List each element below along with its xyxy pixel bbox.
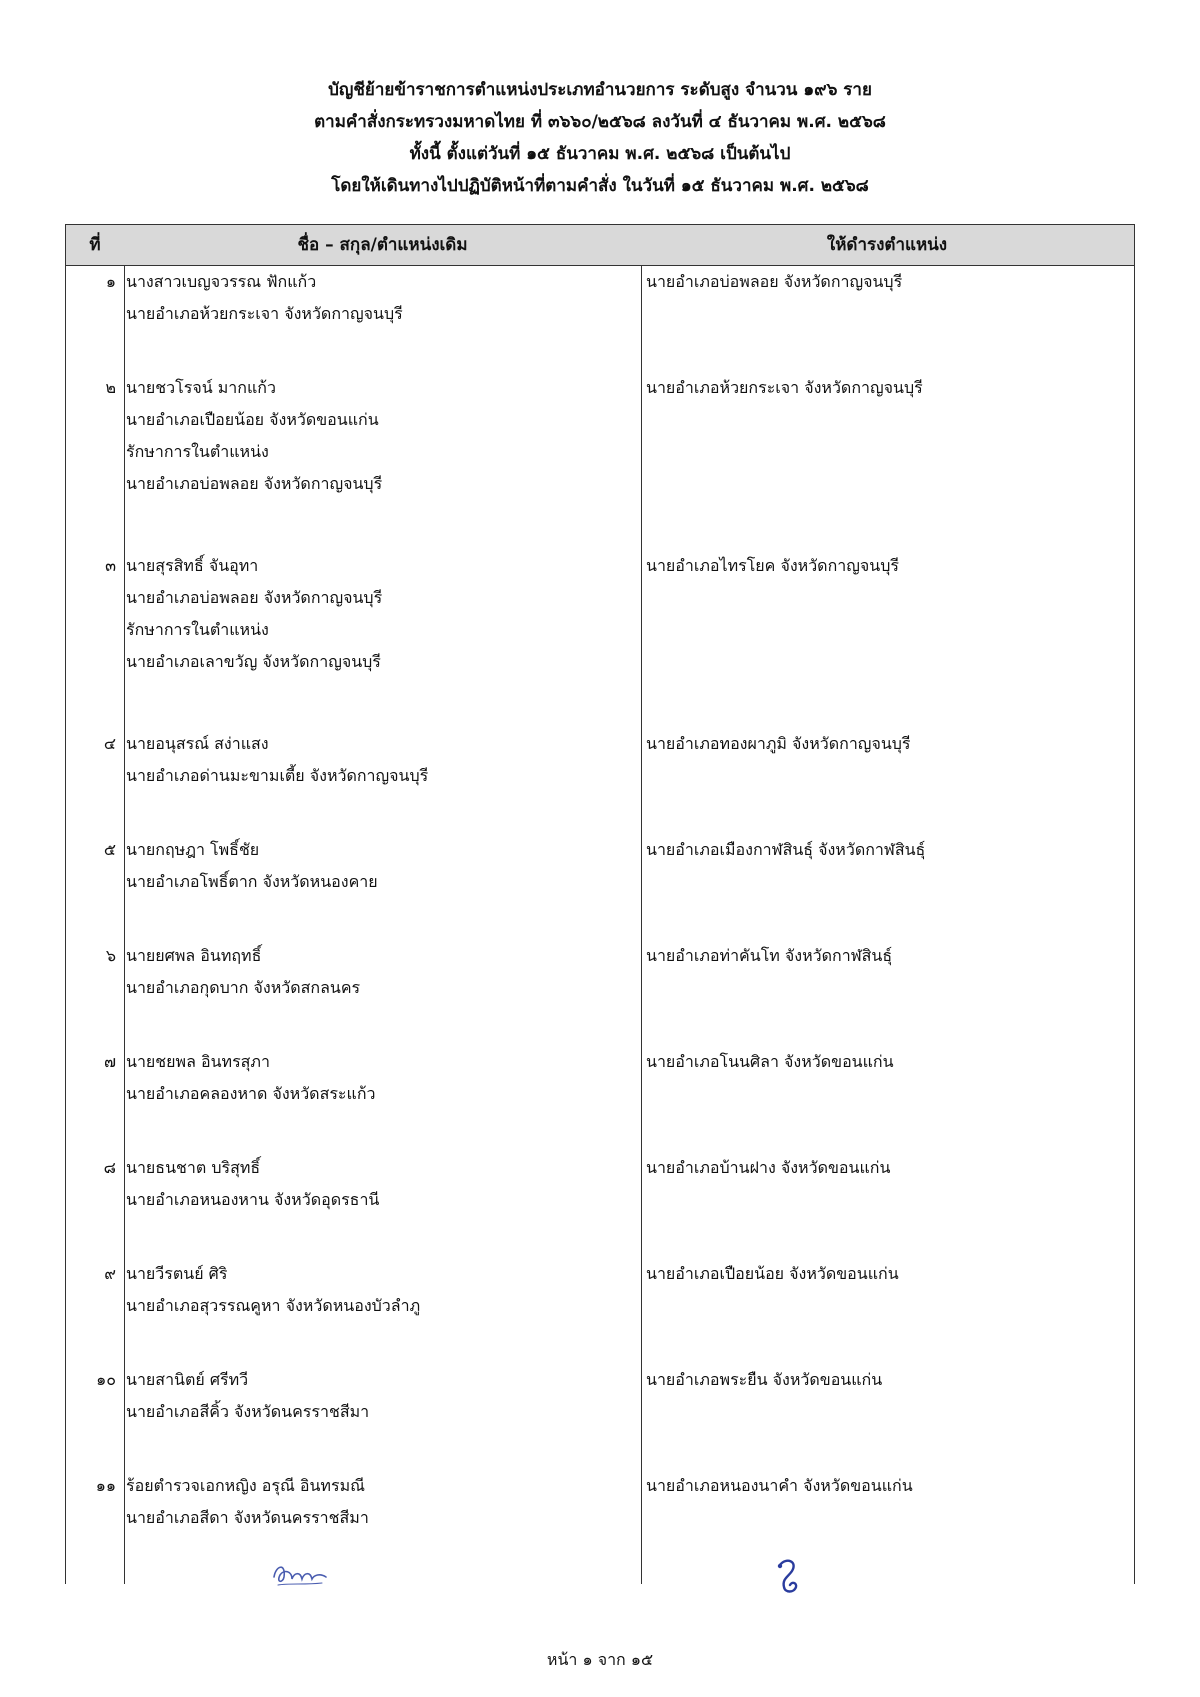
- name-and-former-position: [126, 728, 641, 792]
- transfer-table: [65, 224, 1135, 1584]
- column-header-name: ชื่อ – สกุล/ตำแหน่งเดิม: [297, 235, 468, 255]
- signature-initials-left: [268, 1555, 332, 1591]
- table-row: [66, 1364, 1134, 1470]
- column-header-no: ที่: [89, 235, 101, 255]
- table-row: [66, 1258, 1134, 1364]
- row-number: ๕: [103, 840, 116, 859]
- name-line: นางสาวเบญจวรรณ ฟักแก้ว: [126, 272, 317, 291]
- name-line: นายวีรตนย์ ศิริ: [126, 1264, 228, 1283]
- new-position: นายอำเภอโนนศิลา จังหวัดขอนแก่น: [646, 1052, 894, 1071]
- name-and-former-position: [126, 1046, 641, 1110]
- table-row: [66, 372, 1134, 550]
- header-line-3: ทั้งนี้ ตั้งแต่วันที่ ๑๕ ธันวาคม พ.ศ. ๒๕๖๘ เป็นต้นไป: [409, 144, 791, 164]
- name-line: นายอำเภอสุวรรณคูหา จังหวัดหนองบัวลำภู: [126, 1296, 421, 1315]
- name-and-former-position: [126, 550, 641, 678]
- name-and-former-position: [126, 372, 641, 500]
- row-number: ๗: [103, 1052, 116, 1071]
- new-position: นายอำเภอห้วยกระเจา จังหวัดกาญจนบุรี: [646, 378, 923, 397]
- signature-initials-right: [770, 1555, 804, 1597]
- name-line: นายธนชาต บริสุทธิ์: [126, 1158, 261, 1177]
- name-line: นายอำเภอหนองหาน จังหวัดอุดรธานี: [126, 1190, 380, 1209]
- table-header: [66, 224, 1134, 266]
- name-and-former-position: [126, 1364, 641, 1428]
- name-line: นายสุรสิทธิ์ จันอุทา: [126, 556, 259, 575]
- row-number: ๙: [104, 1264, 116, 1283]
- row-number: ๔: [103, 734, 116, 753]
- name-line: นายชวโรจน์ มากแก้ว: [126, 378, 276, 397]
- document-header: [0, 74, 1200, 202]
- name-line: นายอนุสรณ์ สง่าแสง: [126, 734, 269, 753]
- name-and-former-position: [126, 834, 641, 898]
- table-row: [66, 728, 1134, 834]
- name-line: นายอำเภอเลาขวัญ จังหวัดกาญจนบุรี: [126, 652, 381, 671]
- column-header-new-position: ให้ดำรงตำแหน่ง: [826, 235, 948, 255]
- table-body: [66, 266, 1134, 1570]
- table-row: [66, 834, 1134, 940]
- row-number: ๒: [105, 378, 116, 397]
- row-number: ๖: [105, 946, 116, 965]
- name-line: รักษาการในตำแหน่ง: [126, 442, 269, 461]
- new-position: นายอำเภอทองผาภูมิ จังหวัดกาญจนบุรี: [646, 734, 911, 753]
- new-position: นายอำเภอเปือยน้อย จังหวัดขอนแก่น: [646, 1264, 899, 1283]
- name-line: นายอำเภอบ่อพลอย จังหวัดกาญจนบุรี: [126, 474, 383, 493]
- new-position: นายอำเภอบ่อพลอย จังหวัดกาญจนบุรี: [646, 272, 903, 291]
- name-and-former-position: [126, 1470, 641, 1534]
- header-line-1: บัญชีย้ายข้าราชการตำแหน่งประเภทอำนวยการ ระดับสูง จำนวน ๑๙๖ ราย: [328, 80, 872, 100]
- new-position: นายอำเภอเมืองกาฬสินธุ์ จังหวัดกาฬสินธุ์: [646, 840, 926, 859]
- name-line: ร้อยตำรวจเอกหญิง อรุณี อินทรมณี: [126, 1476, 365, 1495]
- page-number: หน้า ๑ จาก ๑๕: [546, 1650, 654, 1669]
- name-line: นายอำเภอโพธิ์ตาก จังหวัดหนองคาย: [126, 872, 378, 891]
- row-number: ๑๐: [96, 1370, 116, 1389]
- name-and-former-position: [126, 1258, 641, 1322]
- name-line: นายชยพล อินทรสุภา: [126, 1052, 270, 1071]
- name-and-former-position: [126, 266, 641, 330]
- table-row: [66, 1470, 1134, 1570]
- name-line: นายอำเภอด่านมะขามเตี้ย จังหวัดกาญจนบุรี: [126, 766, 429, 785]
- row-number: ๓: [105, 556, 116, 575]
- name-line: นายอำเภอคลองหาด จังหวัดสระแก้ว: [126, 1084, 376, 1103]
- name-line: นายอำเภอเปือยน้อย จังหวัดขอนแก่น: [126, 410, 379, 429]
- name-line: นายอำเภอสีคิ้ว จังหวัดนครราชสีมา: [126, 1402, 370, 1421]
- name-line: นายสานิตย์ ศรีทวี: [126, 1370, 249, 1389]
- name-line: รักษาการในตำแหน่ง: [126, 620, 269, 639]
- row-number: ๘: [103, 1158, 116, 1177]
- name-line: นายอำเภอบ่อพลอย จังหวัดกาญจนบุรี: [126, 588, 383, 607]
- table-row: [66, 550, 1134, 728]
- table-row: [66, 1046, 1134, 1152]
- new-position: นายอำเภอบ้านฝาง จังหวัดขอนแก่น: [646, 1158, 891, 1177]
- name-and-former-position: [126, 940, 641, 1004]
- name-line: นายอำเภอสีดา จังหวัดนครราชสีมา: [126, 1508, 369, 1527]
- name-line: นายยศพล อินทฤทธิ์: [126, 946, 262, 965]
- name-line: นายกฤษฎา โพธิ์ชัย: [126, 840, 260, 859]
- header-line-2: ตามคำสั่งกระทรวงมหาดไทย ที่ ๓๖๖๐/๒๕๖๘ ลงวันที่ ๔ ธันวาคม พ.ศ. ๒๕๖๘: [314, 112, 886, 132]
- table-row: [66, 1152, 1134, 1258]
- name-line: นายอำเภอกุดบาก จังหวัดสกลนคร: [126, 978, 361, 997]
- new-position: นายอำเภอหนองนาคำ จังหวัดขอนแก่น: [646, 1476, 913, 1495]
- new-position: นายอำเภอไทรโยค จังหวัดกาญจนบุรี: [646, 556, 899, 575]
- name-line: นายอำเภอห้วยกระเจา จังหวัดกาญจนบุรี: [126, 304, 403, 323]
- new-position: นายอำเภอพระยืน จังหวัดขอนแก่น: [646, 1370, 883, 1389]
- name-and-former-position: [126, 1152, 641, 1216]
- row-number: ๑๑: [95, 1476, 116, 1495]
- new-position: นายอำเภอท่าคันโท จังหวัดกาฬสินธุ์: [646, 946, 893, 965]
- row-number: ๑: [105, 272, 116, 291]
- table-row: [66, 940, 1134, 1046]
- table-row: [66, 266, 1134, 372]
- header-line-4: โดยให้เดินทางไปปฏิบัติหน้าที่ตามคำสั่ง ในวันที่ ๑๕ ธันวาคม พ.ศ. ๒๕๖๘: [331, 176, 869, 196]
